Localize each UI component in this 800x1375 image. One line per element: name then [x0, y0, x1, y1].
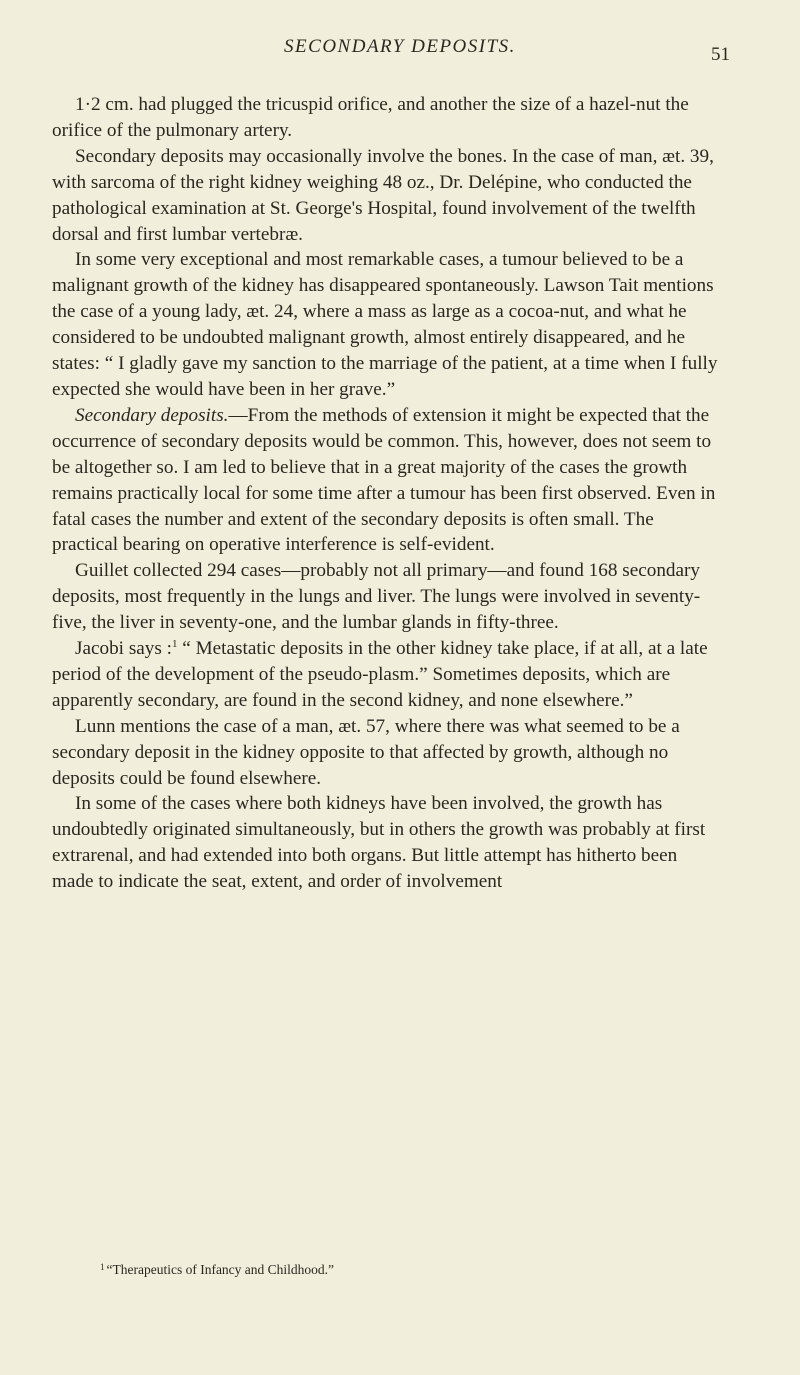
page-number: 51	[711, 44, 730, 65]
running-title: SECONDARY DEPOSITS.	[284, 36, 516, 57]
paragraph-4	[52, 403, 719, 558]
section-heading: Secondary deposits.	[75, 404, 229, 426]
paragraph-1: 1·2 cm. had plugged the tricuspid orifice, and another the size of a hazel-nut the orifice of the pulmonary artery.	[52, 94, 689, 141]
paragraph-5: Guillet collected 294 cases—probably not all primary—and found 168 secondary deposits, most frequently in the lungs and liver. The lungs were involved in seventy-five, the liver in seventy-one, and the lumbar glands in fifty-three.	[52, 560, 701, 634]
paragraph-8: In some of the cases where both kidneys have been involved, the growth has undoubtedly originated simultaneously, but in others the growth was probably at first extrarenal, and had extended into both organs. But little attempt has hitherto been made to indicate the seat, extent, and order of involvement	[52, 793, 706, 893]
paragraph-7: Lunn mentions the case of a man, æt. 57, where there was what seemed to be a secondary deposit in the kidney opposite to that affected by growth, although no deposits could be found elsewhere.	[52, 715, 680, 789]
page-header	[0, 36, 800, 66]
body-text	[52, 92, 719, 895]
paragraph-6-text: “ Metastatic deposits in the other kidney take place, if at all, at a late period of the development of the pseudo-plasm.” Sometimes deposits, which are apparently secondary, are found in the second kidney, and none elsewhere.”	[52, 638, 708, 711]
paragraph-4-text: —From the methods of extension it might be expected that the occurrence of secondary deposits would be common. This, however, does not seem to be altogether so. I am led to believe that in a great majority of the cases the growth remains practically local for some time after a tumour has been first observed. Even in fatal cases the number and extent of the secondary deposits is often small. The practical bearing on operative interference is self-evident.	[52, 404, 716, 556]
paragraph-6	[52, 636, 719, 714]
footnote-marker: 1	[100, 1262, 105, 1272]
paragraph-3: In some very exceptional and most remarkable cases, a tumour believed to be a malignant growth of the kidney has disappeared spontaneously. Lawson Tait mentions the case of a young lady, æt. 24, where a mass as large as a cocoa-nut, and what he considered to be undoubted malignant growth, almost entirely disappeared, and he states: “ I gladly gave my sanction to the marriage of the patient, at a time when I fully expected she would have been in her grave.”	[52, 249, 718, 400]
paragraph-2: Secondary deposits may occasionally involve the bones. In the case of man, æt. 39, with sarcoma of the right kidney weighing 48 oz., Dr. Delépine, who conducted the pathological examination at St. George's Hospital, found involvement of the twelfth dorsal and first lumbar vertebræ.	[52, 145, 714, 245]
footnote-reference: 1	[172, 638, 178, 651]
footnote-text: “Therapeutics of Infancy and Childhood.”	[106, 1262, 335, 1277]
footnote	[100, 1262, 334, 1278]
paragraph-6-lead: Jacobi says :	[75, 638, 172, 660]
